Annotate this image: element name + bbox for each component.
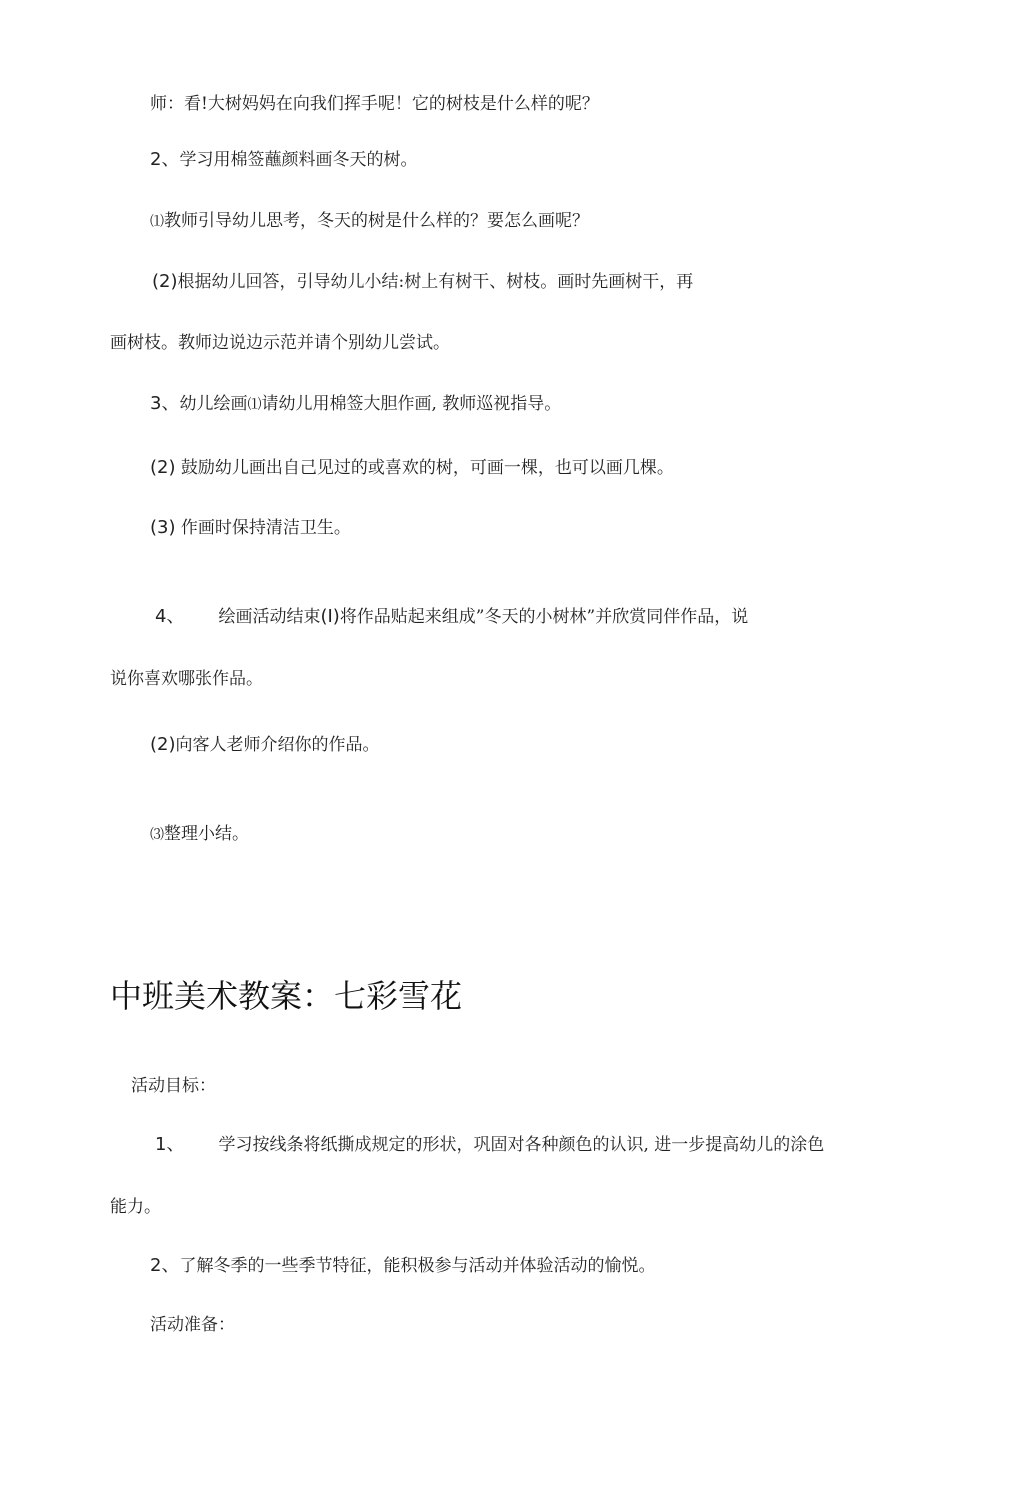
step-4-heading: 4、 绘画活动结束(I)将作品贴起来组成”冬天的小树林”并欣赏同伴作品，说 <box>155 606 749 627</box>
step-2-sub-2: (2)根据幼儿回答，引导幼儿小结:树上有树干、树枝。画时先画树干，再 <box>152 271 694 292</box>
preparation-label: 活动准备： <box>150 1315 235 1335</box>
lesson-title: 中班美术教案：七彩雪花 <box>110 977 463 1015</box>
step-2-sub-1: ⑴教师引导幼儿思考，冬天的树是什么样的？要怎么画呢？ <box>150 211 589 231</box>
step-4-continued: 说你喜欢哪张作品。 <box>110 669 263 689</box>
paragraph-teacher-line: 师：看!大树妈妈在向我们挥手呢！它的树枝是什么样的呢？ <box>150 94 599 114</box>
goal-1: 1、 学习按线条将纸撕成规定的形状，巩固对各种颜色的认识, 进一步提高幼儿的涂色 <box>155 1134 825 1155</box>
step-3-sub-2: (2) 鼓励幼儿画出自己见过的或喜欢的树，可画一棵，也可以画几棵。 <box>150 457 674 478</box>
goals-label: 活动目标： <box>131 1076 216 1096</box>
goal-2: 2、了解冬季的一些季节特征，能积极参与活动并体验活动的愉悦。 <box>150 1255 656 1276</box>
step-2-heading: 2、学习用棉签蘸颜料画冬天的树。 <box>150 149 418 170</box>
step-2-sub-2-continued: 画树枝。教师边说边示范并请个别幼儿尝试。 <box>110 333 450 353</box>
step-4-sub-2: (2)向客人老师介绍你的作品。 <box>150 734 380 755</box>
step-3-sub-3: (3) 作画时保持清洁卫生。 <box>150 517 351 538</box>
step-3-heading: 3、幼儿绘画⑴请幼儿用棉签大胆作画, 教师巡视指导。 <box>150 393 562 414</box>
goal-1-continued: 能力。 <box>110 1197 161 1217</box>
step-4-sub-3: ⑶整理小结。 <box>150 824 249 844</box>
